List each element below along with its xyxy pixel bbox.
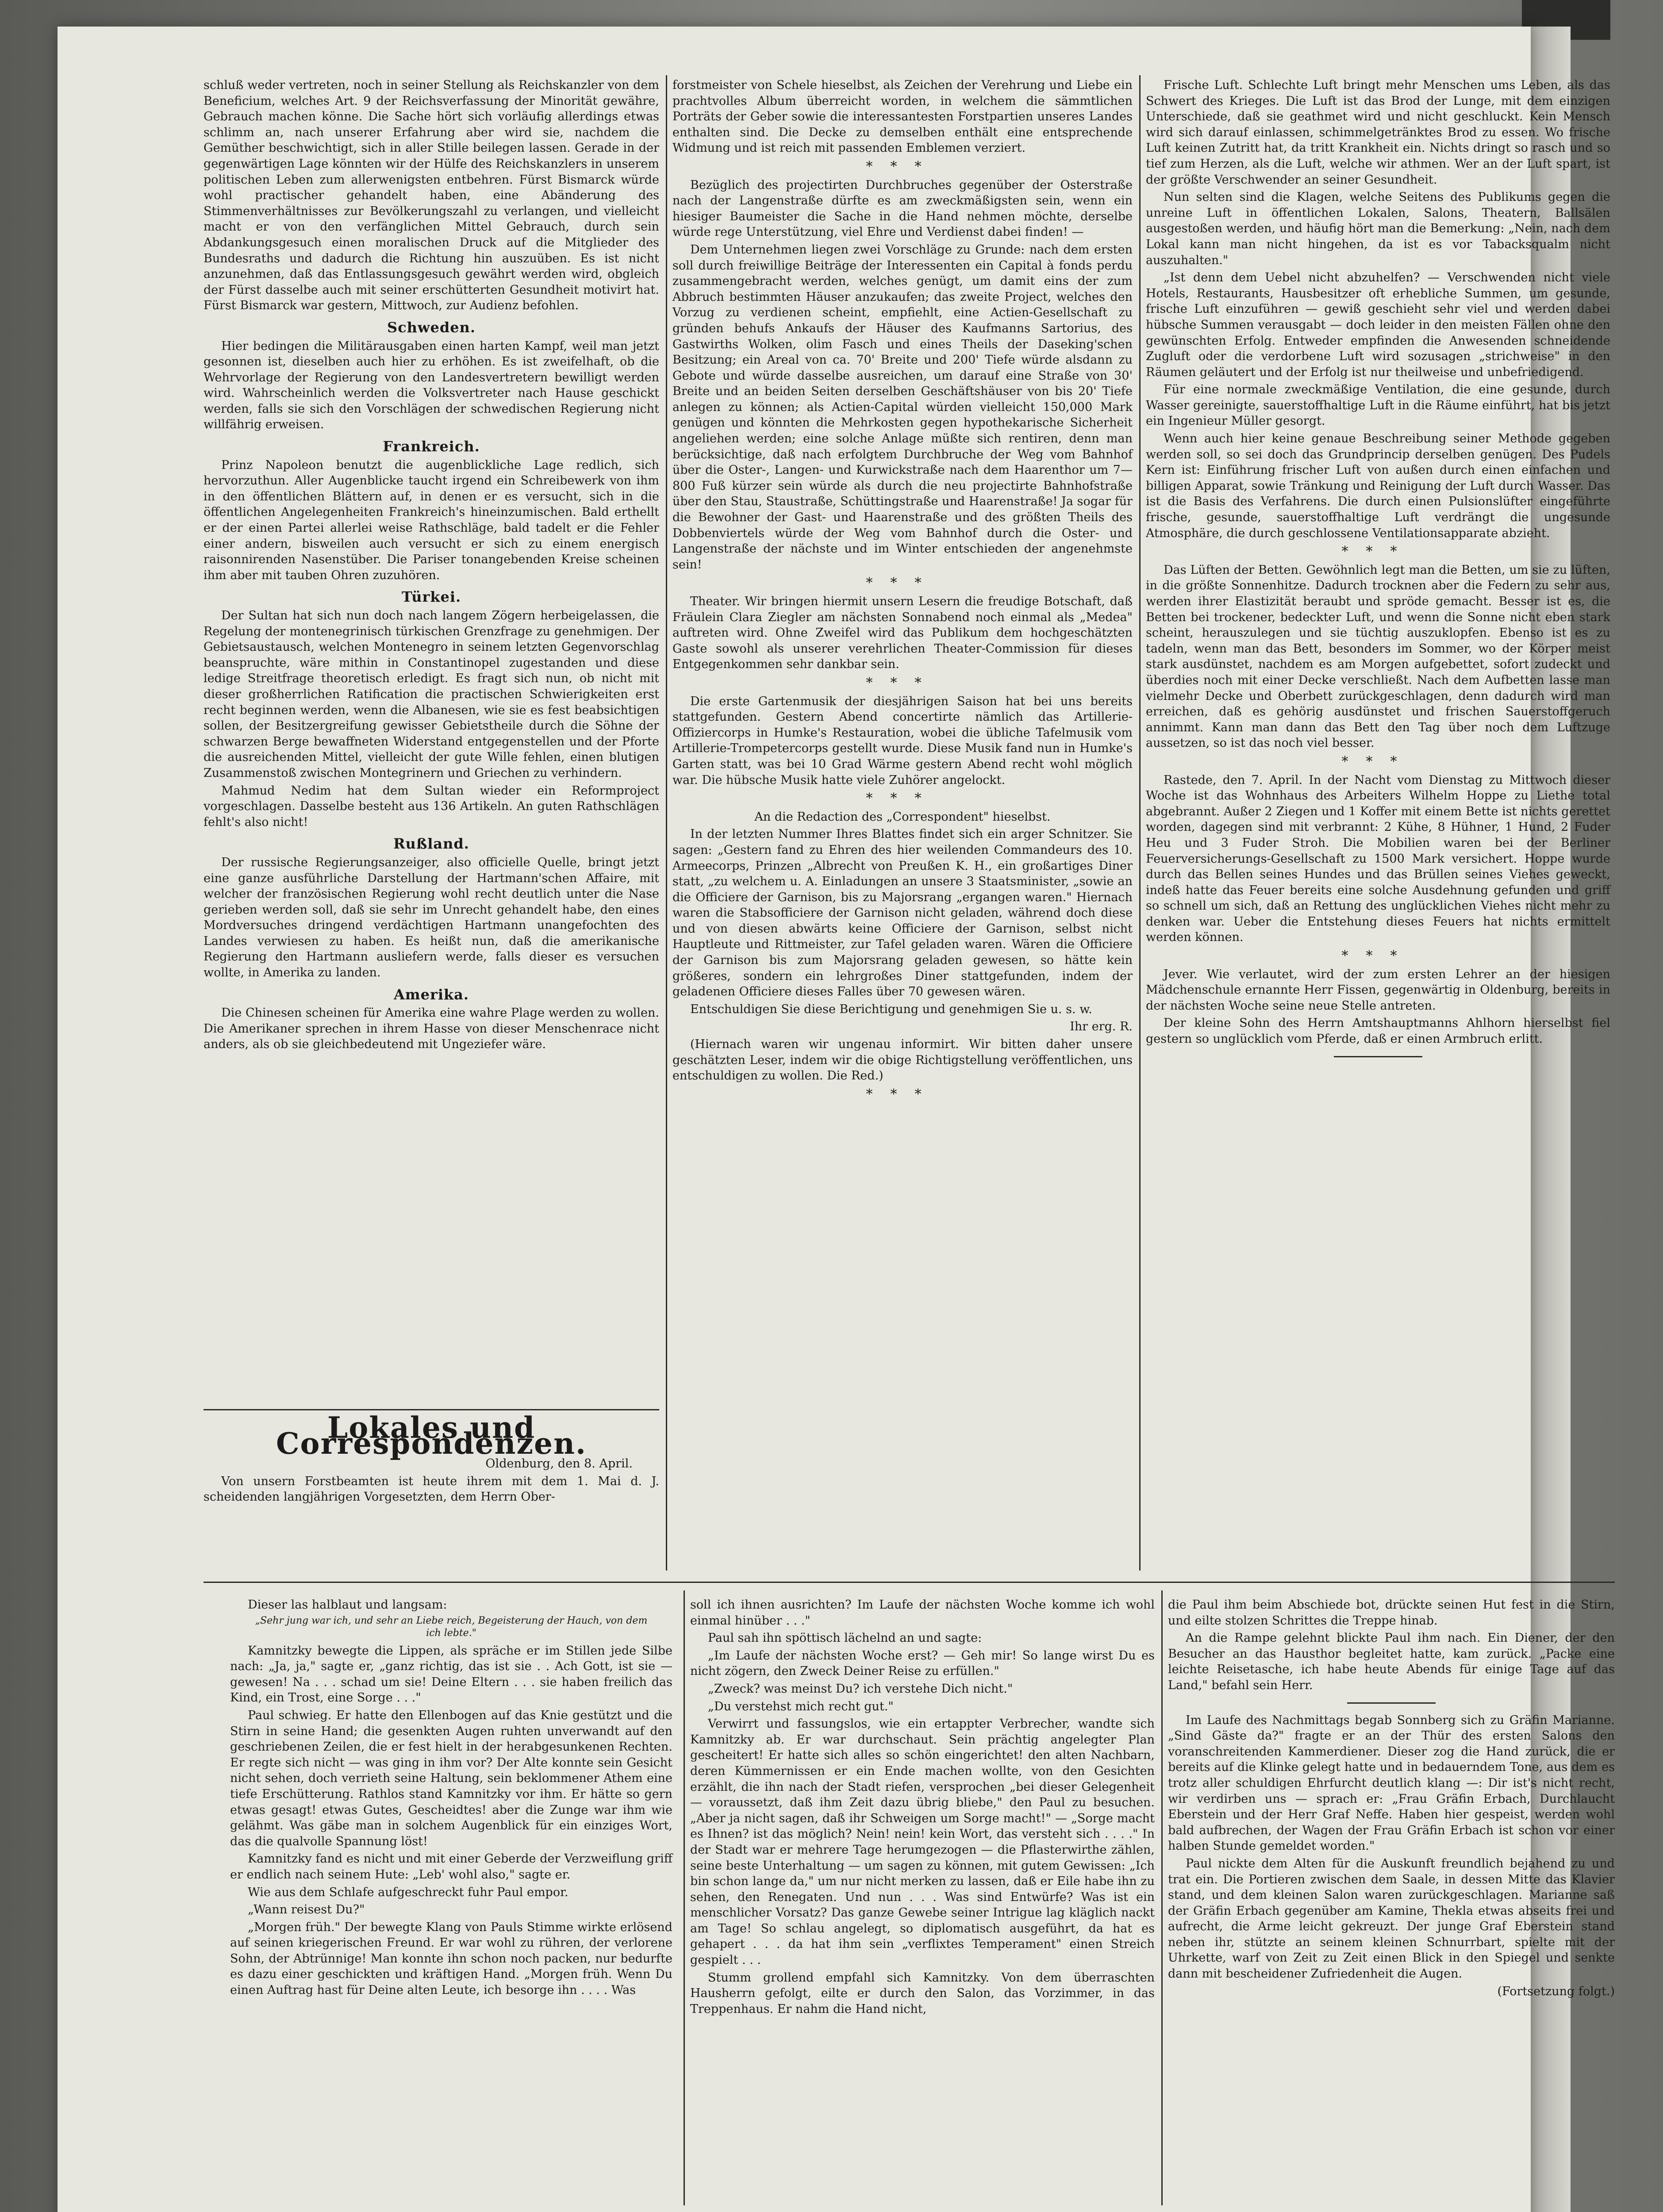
- section-stars: ***: [1341, 544, 1415, 560]
- column-2: [672, 77, 1133, 1105]
- feuilleton-rule-2: [1161, 1590, 1163, 2205]
- section-heading: Rußland.: [393, 835, 469, 853]
- feuilleton-text: Paul schwieg. Er hatte den Ellenbogen auf das Knie gestützt und die Stirn in seine Hand; die gesenkten Augen ruhten unverwandt auf den geschriebenen Zeilen, die er fest hielt in der herabgesunkenen Rechten. Er regte sich nicht — was ging in ihm vor? Der Alte konnte sein Gesicht nicht sehen, doch verrieth seine Haltung, sein beklommener Athem eine tiefe Erschütterung. Rathlos stand Kamnitzky vor ihm. Er hätte so gern etwas gesagt! etwas Gutes, Gescheidtes! aber die Zunge war ihm wie gelähmt. Was gäbe man in solchem Augenblick für ein einziges Wort, das die qualvolle Spannung löst!: [230, 1708, 672, 1848]
- locales-section: [204, 1410, 659, 1507]
- article-text: Mahmud Nedim hat dem Sultan wieder ein Reformproject vorgeschlagen. Dasselbe besteht aus 136 Artikeln. An guten Rathschlägen fehlt's also nicht!: [204, 783, 659, 829]
- feuilleton-text: Kamnitzky fand es nicht und mit einer Geberde der Verzweiflung griff er endlich nach seinem Hute: „Leb' wohl also," sagte er.: [230, 1852, 672, 1882]
- locales-title: Lokales und Correspondenzen.: [276, 1410, 587, 1461]
- dateline: Oldenburg, den 8. April.: [485, 1457, 633, 1471]
- article-text: Von unsern Forstbeamten ist heute ihrem mit dem 1. Mai d. J. scheidenden langjährigen Vorgesetzten, dem Herrn Ober-: [204, 1474, 659, 1504]
- article-text: Nun selten sind die Klagen, welche Seitens des Publikums gegen die unreine Luft in öffentlichen Lokalen, Salons, Theatern, Ballsälen ausgestoßen werden, und häufig hört man die Bemerkung: „Nein, nach dem Lokal kann man nicht hingehen, da ist es vor Tabacksqualm nicht auszuhalten.": [1146, 190, 1610, 267]
- article-text: Die erste Gartenmusik der diesjährigen Saison hat bei uns bereits stattgefunden. Gestern Abend concertirte nämlich das Artillerie-Offiziercorps in Humke's Restauration, wobei die übliche Tafelmusik vom Artillerie-Trompetercorps gestellt wurde. Diese Musik fand nun in Humke's Garten statt, was bei 10 Grad Wärme gestern Abend recht wohl möglich war. Die hübsche Musik hatte viele Zuhörer angelockt.: [672, 694, 1133, 787]
- section-stars: ***: [866, 675, 939, 691]
- section-stars: ***: [866, 1086, 939, 1102]
- article-text: „Ist denn dem Uebel nicht abzuhelfen? — Verschwenden nicht viele Hotels, Restaurants, Hausbesitzer oft erhebliche Summen, um gesunde, frische Luft einzuführen — gewiß geschieht sehr viel und werden dabei hübsche Summen verausgabt — doch leider in den meisten Fällen ohne den gewünschten Erfolg. Entweder empfinden die Anwesenden schneidende Zugluft oder die verdorbene Luft wird sozusagen „strichweise" in den Räumen geläutert und der Erfolg ist nur theilweise und unbefriedigend.: [1146, 271, 1610, 379]
- letter-heading: An die Redaction des „Correspondent" hieselbst.: [754, 810, 1051, 824]
- feuilleton-text: „Wann reisest Du?": [248, 1903, 365, 1917]
- article-text: Der Sultan hat sich nun doch nach langem Zögern herbeigelassen, die Regelung der montenegrinisch türkischen Grenzfrage zu genehmigen. Der Gebietsaustausch, welchen Montenegro in seinem letzten Gegenvorschlag beanspruchte, wäre mithin in Constantinopel zugestanden und diese ledige Streitfrage theoretisch erledigt. Es fragt sich nun, ob nicht mit dieser großherrlichen Ratification die practischen Schwierigkeiten erst recht beginnen werden, wenn die Albanesen, wie sie es fest beabsichtigen sollen, der Besitzergreifung gewisser Gebietstheile durch die Söhne der schwarzen Berge bewaffneten Widerstand entgegenstellen und der Pforte die ausreichenden Mittel, vielleicht der gute Wille fehlen, einen blutigen Zusammenstoß zwischen Montegrinern und Griechen zu verhindern.: [204, 609, 659, 780]
- article-text: Wenn auch hier keine genaue Beschreibung seiner Methode gegeben werden soll, so sei doch das Grundprincip derselben genügen. Des Pudels Kern ist: Einführung frischer Luft von außen durch einen einfachen und billigen Apparat, sowie Tränkung und Reinigung der Luft durch Wasser. Das ist die Basis des Verfahrens. Die durch einen Pulsionslüfter eingeführte frische, gesunde, sauerstoffhaltige Luft verdrängt die ungesunde Atmosphäre, die durch geschlossene Ventilationsapparate abzieht.: [1146, 432, 1610, 540]
- article-text: Frische Luft. Schlechte Luft bringt mehr Menschen ums Leben, als das Schwert des Krieges. Die Luft ist das Brod der Lunge, mit dem einzigen Unterschiede, daß sie geathmet wird und nicht geschluckt. Kein Mensch wird sich darauf einlassen, schimmelgetränktes Brod zu essen. Wo frische Luft keinen Zutritt hat, da tritt Krankheit ein. Nichts dringt so rasch und so tief zum Herzen, als die Luft, welche wir athmen. Wer an der Luft spart, ist der größte Verschwender an seiner Gesundheit.: [1146, 78, 1610, 187]
- feuilleton-column-3: [1168, 1597, 1615, 2001]
- section-stars: ***: [1341, 753, 1415, 769]
- feuilleton-text: An die Rampe gelehnt blickte Paul ihm nach. Ein Diener, der den Besucher an das Hausthor begleitet hatte, kam zurück. „Packe eine leichte Reisetasche, ich habe heute Abends für einige Tage auf das Land," befahl sein Herr.: [1168, 1631, 1615, 1692]
- feuilleton-text: Kamnitzky bewegte die Lippen, als spräche er im Stillen jede Silbe nach: „Ja, ja," sagte er, „ganz richtig, das ist sie . . Ach Gott, ist sie — gewesen! Na . . . schad um sie! Deine Eltern . . . sie haben freilich das Kind, ein Trost, eine Sorge . . .": [230, 1644, 672, 1705]
- feuilleton-rule-1: [684, 1590, 685, 2205]
- article-text: In der letzten Nummer Ihres Blattes findet sich ein arger Schnitzer. Sie sagen: „Gestern fand zu Ehren des hier weilenden Commandeurs des 10. Armeecorps, Prinzen „Albrecht von Preußen K. H., ein großartiges Diner statt, „zu welchem u. A. Einladungen an unsere 3 Staatsminister, „sowie an die Officiere der Garnison, bis zu Majorsrang „ergangen waren." Hiernach waren die Stabsofficiere der Garnison nicht geladen, während doch diese und von diesen abwärts keine Officiere der Garnison, selbst nicht Hauptleute und Rittmeister, zur Tafel geladen waren. Wären die Officiere der Garnison bis zum Majorsrang geladen gewesen, so hätte kein größeres, sondern ein lehrgroßes Diner stattgefunden, indem der geladenen Officiere dieses Falles über 70 gewesen wären.: [672, 827, 1133, 999]
- article-text: Jever. Wie verlautet, wird der zum ersten Lehrer an der hiesigen Mädchenschule ernannte Herr Fissen, gegenwärtig in Oldenburg, bereits in der nächsten Woche seine neue Stelle antreten.: [1146, 967, 1610, 1013]
- article-text: Die Chinesen scheinen für Amerika eine wahre Plage werden zu wollen. Die Amerikaner sprechen in ihrem Hasse von dieser Menschenrace nicht anders, als ob sie gleichbedeutend mit Ungeziefer wäre.: [204, 1006, 659, 1052]
- article-text: (Hiernach waren wir ungenau informirt. Wir bitten daher unsere geschätzten Leser, indem wir die obige Richtigstellung veröffentlichen, uns entschuldigen zu wollen. Die Red.): [672, 1037, 1133, 1083]
- section-stars: ***: [866, 158, 939, 174]
- article-text: Der kleine Sohn des Herrn Amtshauptmanns Ahlhorn hierselbst fiel gestern so unglücklich vom Pferde, daß er einen Armbruch erlitt.: [1146, 1016, 1610, 1046]
- article-text: Rastede, den 7. April. In der Nacht vom Dienstag zu Mittwoch dieser Woche ist das Wohnhaus des Arbeiters Wilhelm Hoppe zu Liethe total abgebrannt. Außer 2 Ziegen und 1 Koffer mit einem Bette ist nichts gerettet worden, dagegen sind mit verbrannt: 2 Kühe, 8 Hühner, 1 Hund, 2 Fuder Heu und 3 Fuder Stroh. Die Mobilien waren bei der Berliner Feuerversicherungs-Gesellschaft zu 1500 Mark versichert. Hoppe wurde durch das Bellen seines Hundes und das Brüllen seines Viehes geweckt, indeß hatte das Feuer bereits eine solche Ausdehnung gefunden und griff so schnell um sich, daß an Rettung des unglücklichen Viehes nicht mehr zu denken war. Ueber die Entstehung dieses Feuers hat nichts ermittelt werden können.: [1146, 773, 1610, 945]
- feuilleton-text: die Paul ihm beim Abschiede bot, drückte seinen Hut fest in die Stirn, und eilte stolzen Schrittes die Treppe hinab.: [1168, 1598, 1615, 1628]
- feuilleton-text: „Du verstehst mich recht gut.": [708, 1699, 894, 1713]
- feuilleton-column-1: [230, 1597, 672, 2000]
- feuilleton-text: Paul nickte dem Alten für die Auskunft freundlich bejahend zu und trat ein. Die Portieren zwischen dem Saale, in dessen Mitte das Klavier stand, und dem kleinen Salon waren zurückgeschlagen. Marianne saß der Gräfin Erbach gegenüber am Kamine, Thekla etwas abseits frei und aufrecht, die Arme leicht gekreuzt. Der junge Graf Eberstein stand neben ihr, stützte an seinem kleinen Schnurrbart, spielte mit der Uhrkette, warf von Zeit zu Zeit einen Blick in den Spiegel und senkte dann mit bescheidener Zufriedenheit die Augen.: [1168, 1856, 1615, 1981]
- article-text: Der russische Regierungsanzeiger, also officielle Quelle, bringt jetzt eine ganze ausführliche Darstellung der Hartmann'schen Affaire, mit welcher der französischen Regierung wohl recht deutlich unter die Nase gerieben werden soll, daß sie sehr im Unrecht gehandelt habe, den eines Mordversuches dringend verdächtigen Hartmann unangefochten des Landes verwiesen zu haben. Es heißt nun, daß die amerikanische Regierung den Hartmann ausliefern werde, falls dieser es versuchen wollte, in Amerika zu landen.: [204, 855, 659, 980]
- column-rule-1: [666, 75, 667, 1571]
- feuilleton-text: soll ich ihnen ausrichten? Im Laufe der nächsten Woche komme ich wohl einmal hinüber . . .": [690, 1598, 1155, 1628]
- section-heading: Türkei.: [401, 588, 461, 606]
- section-stars: ***: [1341, 948, 1415, 964]
- section-stars: ***: [866, 791, 939, 806]
- feuilleton-column-2: [690, 1597, 1155, 2019]
- article-text: forstmeister von Schele hieselbst, als Zeichen der Verehrung und Liebe ein prachtvolles Album überreicht worden, in welchem die sämmtlichen Porträts der Geber sowie die interessantesten Forstpartien unseres Landes enthalten sind. Die Decke zu demselben enthält eine entsprechende Widmung und ist reich mit passenden Emblemen verziert.: [672, 78, 1133, 155]
- feuilleton-text: Stumm grollend empfahl sich Kamnitzky. Von dem überraschten Hausherrn gefolgt, eilte er durch den Salon, das Vorzimmer, in das Treppenhaus. Er nahm die Hand nicht,: [690, 1970, 1155, 2016]
- article-text: schluß weder vertreten, noch in seiner Stellung als Reichskanzler von dem Beneficium, welches Art. 9 der Reichsverfassung der Minorität gewähre, Gebrauch machen könne. Die Sache hört sich vorläufig allerdings etwas schlimm an, nach unserer Erfahrung aber wird sie, nachdem die Gemüther beschwichtigt, sich in aller Stille beilegen lassen. Gerade in der gegenwärtigen Lage könnten wir der Hülfe des Reichskanzlers in unserem politischen Leben zum allerwenigsten entbehren. Fürst Bismarck würde wohl practischer gehandelt haben, eine Abänderung des Stimmenverhältnisses zur Bevölkerungszahl zu verlangen, und vielleicht macht er von den verfänglichen Mittel Gebrauch, durch sein Abdankungsgesuch einen moralischen Druck auf die Mitglieder des Bundesraths und dadurch die Richtung hin auszuüben. Es ist nicht anzunehmen, daß das Entlassungsgesuch gewährt werden wird, obgleich der Fürst dasselbe auch mit seiner erschütterten Gesundheit motivirt hat. Fürst Bismarck war gestern, Mittwoch, zur Audienz befohlen.: [204, 78, 659, 313]
- feuilleton-text: Paul sah ihn spöttisch lächelnd an und sagte:: [708, 1631, 982, 1645]
- feuilleton-text: Wie aus dem Schlafe aufgeschreckt fuhr Paul empor.: [248, 1885, 568, 1899]
- feuilleton-text: „Morgen früh." Der bewegte Klang von Pauls Stimme wirkte erlösend auf seinen kriegerischen Freund. Er war wohl zu rühren, der verlorene Sohn, der Abtrünnige! Man konnte ihn schon noch packen, nur bedurfte es dazu einer geschickten und kräftigen Hand. „Morgen früh. Wenn Du einen Auftrag hast für Deine alten Leute, ich besorge ihn . . . . Was: [230, 1920, 672, 1997]
- article-text: Hier bedingen die Militärausgaben einen harten Kampf, weil man jetzt gesonnen ist, dieselben auch hier zu erhöhen. Es ist zweifelhaft, ob die Wehrvorlage der Regierung von den Landesvertretern bewilligt werden wird. Wahrscheinlich werden die Volksvertreter nach Hause geschickt werden, falls sie sich den Vorschlägen der schwedischen Regierung nicht willfährig erweisen.: [204, 339, 659, 432]
- article-text: Bezüglich des projectirten Durchbruches gegenüber der Osterstraße nach der Langenstraße dürfte es am zweckmäßigsten sein, wenn ein hiesiger Baumeister die Sache in die Hand nehmen möchte, derselbe würde rege Unterstützung, viel Ehre und Verdienst dabei finden! —: [672, 178, 1133, 239]
- section-heading: Schweden.: [387, 319, 476, 336]
- poem-quote: „Sehr jung war ich, und sehr an Liebe reich, Begeisterung der Hauch, von dem ich lebte.": [255, 1615, 648, 1639]
- section-stars: ***: [866, 575, 939, 591]
- section-heading: Frankreich.: [383, 438, 480, 455]
- column-rule-2: [1139, 75, 1141, 1571]
- end-rule: [1334, 1056, 1422, 1057]
- feuilleton-text: Dieser las halblaut und langsam:: [248, 1598, 447, 1612]
- continuation-note: (Fortsetzung folgt.): [1497, 1984, 1615, 1998]
- section-heading: Amerika.: [393, 986, 469, 1003]
- article-text: Prinz Napoleon benutzt die augenblickliche Lage redlich, sich hervorzuthun. Aller Augenblicke taucht irgend ein Schreibewerk von ihm in den öffentlichen Blättern auf, in denen er es versucht, sich in die öffentlichen Angelegenheiten Frankreich's hineinzumischen. Bald erthellt er der einen Partei allerlei weise Rathschläge, bald tadelt er die Fehler einer andern, bisweilen auch versucht er sich zu einem energisch raisonnirenden Nasenstüber. Die Pariser tonangebenden Kreise scheinen ihm aber mit tauben Ohren zuzuhören.: [204, 458, 659, 582]
- feuilleton-rule: [204, 1582, 1615, 1583]
- signature: Ihr erg. R.: [1070, 1020, 1133, 1034]
- column-1: [204, 77, 659, 1054]
- article-text: Entschuldigen Sie diese Berichtigung und genehmigen Sie u. s. w.: [690, 1002, 1092, 1016]
- column-3: [1146, 77, 1610, 1066]
- feuilleton-text: „Im Laufe der nächsten Woche erst? — Geh mir! So lange wirst Du es nicht zögern, den Zweck Deiner Reise zu erfüllen.": [690, 1648, 1155, 1678]
- divider: [1347, 1702, 1436, 1704]
- article-text: Theater. Wir bringen hiermit unsern Lesern die freudige Botschaft, daß Fräulein Clara Ziegler am nächsten Sonnabend noch einmal als „Medea" auftreten wird. Ohne Zweifel wird das Publikum dem hochgeschätzten Gaste sowohl als unserer verehrlichen Theater-Commission für dieses Entgegenkommen sehr dankbar sein.: [672, 595, 1133, 672]
- feuilleton-text: Verwirrt und fassungslos, wie ein ertappter Verbrecher, wandte sich Kamnitzky ab. Er war durchschaut. Sein prächtig angelegter Plan gescheitert! Er hatte sich alles so schön eingerichtet! den alten Nachbarn, deren Kümmernissen er ein Ende machen wollte, von den Gesichten erzählt, die ihn nach der Stadt riefen, versprochen „bei dieser Gelegenheit — voraussetzt, daß ihm Zeit dazu übrig bliebe," den Paul zu besuchen. „Aber ja nicht sagen, daß ihr Schweigen um Sorge macht!" — „Sorge macht es Ihnen? ist das möglich? Nein! nein! kein Wort, das versteht sich . . . ." In der Stadt war er mehrere Tage herumgezogen — die Pflasterwirthe zählen, seine beste Unterhaltung — um sagen zu können, mit gutem Gewissen: „Ich bin schon lange da," um nur nicht merken zu lassen, daß er Eile habe ihn zu sehen, den Renegaten. Und nun . . . Was sind Entwürfe? Was ist ein menschlicher Vorsatz? Das ganze Gewebe seiner Intrigue lag kläglich nackt am Tage! So schlau angelegt, so diplomatisch ausgeführt, da hat es gehapert . . . da hat ihm sein „verflixtes Temperament" einen Streich gespielt . . .: [690, 1717, 1155, 1967]
- feuilleton-text: „Zweck? was meinst Du? ich verstehe Dich nicht.": [708, 1682, 1013, 1696]
- article-text: Dem Unternehmen liegen zwei Vorschläge zu Grunde: nach dem ersten soll durch freiwillige Beiträge der Interessenten ein Capital à fonds perdu zusammengebracht werden, welches genügt, um damit eins der zum Abbruch bestimmten Häuser anzukaufen; das zweite Project, welches den Vorzug zu verdienen scheint, empfiehlt, eine Actien-Gesellschaft zu gründen behufs Ankaufs der Häuser des Kaufmanns Sartorius, des Gastwirths Wolken, olim Fasch und eines Theils der Daseking'schen Besitzung; ein Areal von ca. 70' Breite und 200' Tiefe würde alsdann zu Gebote und würde dasselbe ausreichen, um darauf eine Straße von 30' Breite und an beiden Seiten derselben Geschäftshäuser von bis 20' Tiefe anlegen zu können; als Actien-Capital würden vielleicht 150,000 Mark genügen und könnten die Mehrkosten gegen hypothekarische Sicherheit angeliehen werden; eine solche Anlage müßte sich rentiren, denn man berücksichtige, daß nach erfolgtem Durchbruche der Weg vom Bahnhof über die Oster-, Langen- und Kurwickstraße nach dem Haarenthor um 7—800 Fuß kürzer sein würde als durch die neu projectirte Bahnhofstraße über den Stau, Staustraße, Schüttingstraße und Haarenstraße! Ja sogar für die Bewohner der Gast- und Haarenstraße und des größten Theils des Dobbenviertels würde der Weg vom Bahnhof durch die Oster- und Langenstraße der nächste und im Winter entschieden der angenehmste sein!: [672, 242, 1133, 572]
- article-text: Das Lüften der Betten. Gewöhnlich legt man die Betten, um sie zu lüften, in die größte Sonnenhitze. Dadurch trocknen aber die Federn zu sehr aus, werden ihrer Elastizität beraubt und spröde gemacht. Besser ist es, die Betten bei trockener, bedeckter Luft, und wenn die Sonne nicht eben stark scheint, herauszulegen und sie tüchtig auszuklopfen. Ebenso ist es zu tadeln, wenn man das Bett, besonders im Sommer, wo der Körper meist stark ausdünstet, nachdem es am Morgen aufgebettet, sofort zudeckt und überdies noch mit einer Decke verschließt. Nach dem Aufbetten lasse man vielmehr Decke und Oberbett zurückgeschlagen, denn dadurch wird man erreichen, daß es gehörig ausdünstet und frischen Sauerstoffgeruch annimmt. Kann man dann das Bett den Tag über noch dem Luftzuge aussetzen, so ist das noch viel besser.: [1146, 563, 1610, 750]
- article-text: Für eine normale zweckmäßige Ventilation, die eine gesunde, durch Wasser gereinigte, sauerstoffhaltige Luft in die Räume einführt, hat bis jetzt ein Ingenieur Müller gesorgt.: [1146, 383, 1610, 428]
- feuilleton-text: Im Laufe des Nachmittags begab Sonnberg sich zu Gräfin Marianne. „Sind Gäste da?" fragte er an der Thür des ersten Salons den voranschreitenden Kammerdiener. Dieser zog die Hand zurück, die er bereits auf die Klinke gelegt hatte und in bedauerndem Tone, aus dem es trotz aller schuldigen Ehrfurcht deutlich klang —: Dir ist's nicht recht, wir verdirben uns — sprach er: „Frau Gräfin Erbach, Durchlaucht Eberstein und der Herr Graf Neffe. Haben hier gespeist, werden wohl bald aufbrechen, der Wagen der Frau Gräfin Erbach ist schon vor einer halben Stunde gemeldet worden.": [1168, 1713, 1615, 1853]
